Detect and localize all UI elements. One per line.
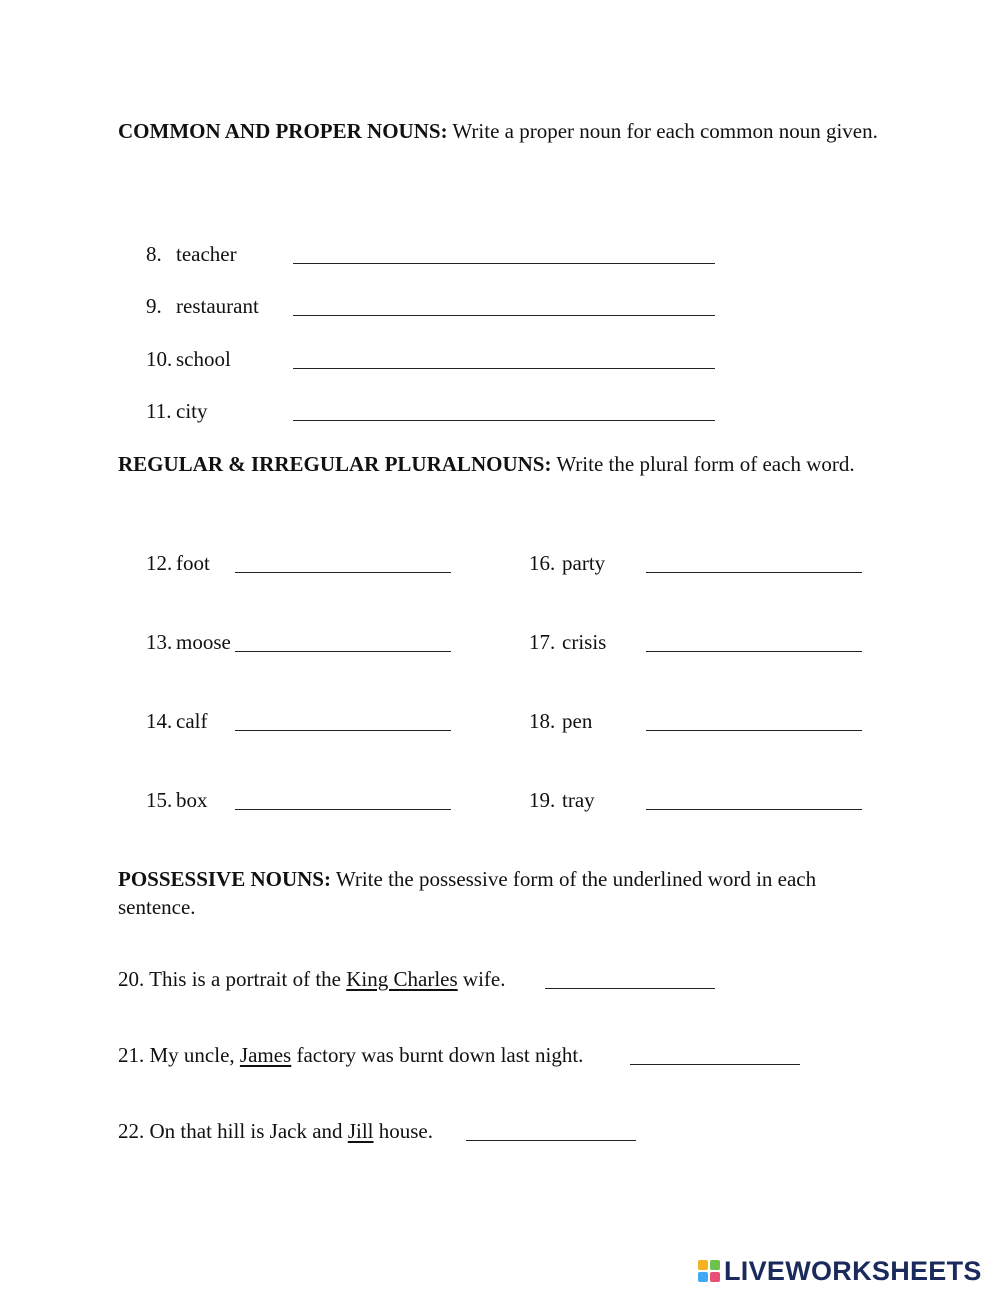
answer-11-line[interactable] [293, 420, 715, 421]
logo-tile-1 [698, 1260, 708, 1270]
sentence-22-suffix: house. [373, 1119, 433, 1143]
sentence-21 [118, 1045, 583, 1066]
sentence-20-underlined: King Charles [346, 967, 458, 991]
section1-heading [118, 117, 898, 145]
answer-13-line[interactable] [235, 651, 451, 652]
section1-instruction: Write a proper noun for each common noun given. [447, 119, 878, 143]
logo-tile-2 [710, 1260, 720, 1270]
answer-12-line[interactable] [235, 572, 451, 573]
answer-15-line[interactable] [235, 809, 451, 810]
sentence-22-underlined: Jill [347, 1119, 374, 1143]
section2-instruction: Write the plural form of each word. [551, 452, 855, 476]
answer-16-line[interactable] [646, 572, 862, 573]
liveworksheets-logo[interactable] [698, 1255, 982, 1287]
sentence-20-suffix: wife. [457, 967, 506, 991]
sentence-20 [118, 969, 505, 990]
item-17-number: 17. [529, 630, 556, 654]
section3-instruction: Write the possessive form of the underlined word in each sentence. [118, 867, 817, 919]
sentence-22-prefix: 22. On that hill is Jack and [118, 1119, 348, 1143]
item-14-number: 14. [146, 709, 173, 733]
item-18-number: 18. [529, 709, 556, 733]
item-16-number: 16. [529, 551, 556, 575]
sentence-20-prefix: 20. This is a portrait of the [118, 967, 347, 991]
answer-21-line[interactable] [630, 1064, 800, 1065]
item-16-word: party [562, 551, 606, 575]
section1-title: COMMON AND PROPER NOUNS: [118, 119, 448, 143]
item-13-word: moose [176, 630, 231, 654]
sentence-21-prefix: 21. My uncle, [118, 1043, 240, 1067]
item-9-word: restaurant [176, 294, 259, 318]
item-14-word: calf [176, 709, 208, 733]
item-10-word: school [176, 347, 231, 371]
answer-10-line[interactable] [293, 368, 715, 369]
item-19-word: tray [562, 788, 595, 812]
answer-22-line[interactable] [466, 1140, 636, 1141]
item-9-number: 9. [146, 294, 162, 318]
sentence-22 [118, 1121, 433, 1142]
answer-18-line[interactable] [646, 730, 862, 731]
answer-19-line[interactable] [646, 809, 862, 810]
logo-tile-3 [698, 1272, 708, 1282]
liveworksheets-wordmark: LIVEWORKSHEETS [724, 1255, 982, 1286]
sentence-21-underlined: James [239, 1043, 292, 1067]
answer-8-line[interactable] [293, 263, 715, 264]
item-12-number: 12. [146, 551, 173, 575]
section3-title: POSSESSIVE NOUNS: [118, 867, 331, 891]
item-15-number: 15. [146, 788, 173, 812]
answer-17-line[interactable] [646, 651, 862, 652]
item-8-word: teacher [176, 242, 237, 266]
item-11-word: city [176, 399, 208, 423]
item-8-number: 8. [146, 242, 162, 266]
logo-tile-4 [710, 1272, 720, 1282]
item-12-word: foot [176, 551, 210, 575]
item-10-number: 10. [146, 347, 173, 371]
sentence-21-suffix: factory was burnt down last night. [291, 1043, 584, 1067]
item-11-number: 11. [146, 399, 172, 423]
item-13-number: 13. [146, 630, 173, 654]
section2-heading [118, 450, 898, 478]
item-19-number: 19. [529, 788, 556, 812]
liveworksheets-icon [698, 1260, 720, 1282]
answer-20-line[interactable] [545, 988, 715, 989]
item-15-word: box [176, 788, 208, 812]
section2-title: REGULAR & IRREGULAR PLURALNOUNS: [118, 452, 552, 476]
answer-14-line[interactable] [235, 730, 451, 731]
item-17-word: crisis [562, 630, 607, 654]
answer-9-line[interactable] [293, 315, 715, 316]
item-18-word: pen [562, 709, 593, 733]
section3-heading [118, 865, 898, 921]
